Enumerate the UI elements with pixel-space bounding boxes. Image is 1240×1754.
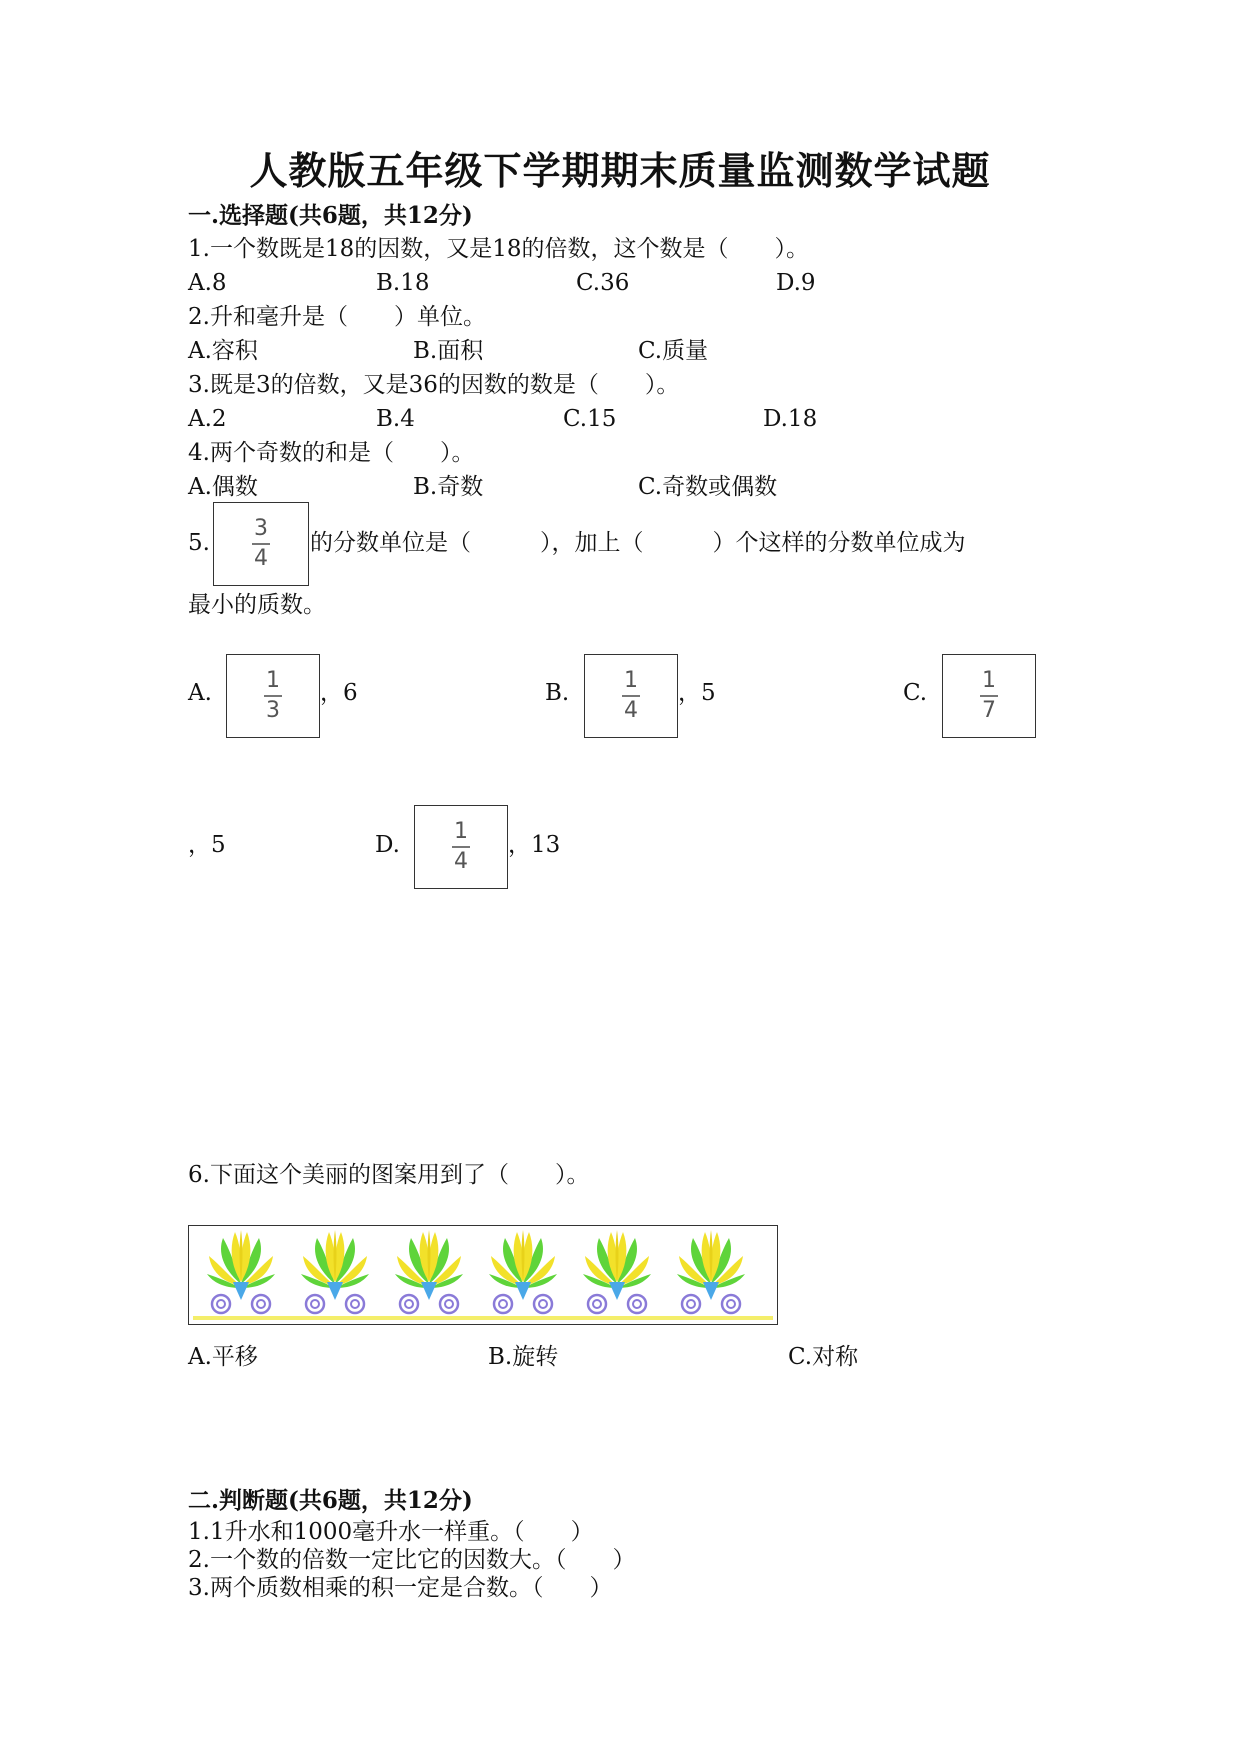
question-5-option-c-rest: ，5 xyxy=(188,832,226,858)
fraction-denominator: 7 xyxy=(982,697,996,723)
question-3-stem: 3.既是3的倍数，又是36的因数的数是（ ）。 xyxy=(188,372,680,398)
fraction-numerator: 3 xyxy=(254,516,268,542)
question-3-option-c: C.15 xyxy=(563,406,617,432)
question-6-stem: 6.下面这个美丽的图案用到了（ ）。 xyxy=(188,1162,590,1188)
question-1-option-b: B.18 xyxy=(376,270,430,296)
question-4-stem: 4.两个奇数的和是（ ）。 xyxy=(188,440,475,466)
fraction-numerator: 1 xyxy=(982,668,996,694)
question-5-option-d-label: D. xyxy=(375,832,400,858)
page-title: 人教版五年级下学期期末质量监测数学试题 xyxy=(249,148,991,193)
question-1-option-a: A.8 xyxy=(188,270,227,296)
question-5-option-a-rest: ，6 xyxy=(320,680,358,706)
pattern-svg xyxy=(189,1226,777,1324)
question-1-stem: 1.一个数既是18的因数，又是18的倍数，这个数是（ ）。 xyxy=(188,236,809,262)
judgement-question-1: 1.1升水和1000毫升水一样重。（ ） xyxy=(188,1519,594,1545)
question-2-option-b: B.面积 xyxy=(413,338,484,364)
question-5-option-c-label: C. xyxy=(903,680,928,706)
question-5-number: 5. xyxy=(188,530,210,556)
question-6-option-b: B.旋转 xyxy=(488,1344,559,1370)
border-pattern-image xyxy=(188,1225,778,1325)
question-2-stem: 2.升和毫升是（ ）单位。 xyxy=(188,304,486,330)
section-heading-choice: 一.选择题(共6题，共12分) xyxy=(188,202,473,229)
question-5-option-b-label: B. xyxy=(545,680,570,706)
question-2-option-c: C.质量 xyxy=(638,338,709,364)
fraction-three-quarters xyxy=(252,518,270,570)
fraction-denominator: 3 xyxy=(266,697,280,723)
option-a-fraction-box xyxy=(226,654,320,738)
section-heading-judgement: 二.判断题(共6题，共12分) xyxy=(188,1487,473,1514)
question-6-option-c: C.对称 xyxy=(788,1344,859,1370)
fraction-denominator: 4 xyxy=(254,545,268,571)
judgement-question-2: 2.一个数的倍数一定比它的因数大。（ ） xyxy=(188,1547,636,1573)
question-1-option-c: C.36 xyxy=(576,270,630,296)
question-5-stem-line2: 最小的质数。 xyxy=(188,592,326,618)
option-c-fraction-box xyxy=(942,654,1036,738)
question-3-option-b: B.4 xyxy=(376,406,415,432)
fraction-numerator: 1 xyxy=(266,668,280,694)
question-2-option-a: A.容积 xyxy=(188,338,258,364)
question-3-option-a: A.2 xyxy=(188,406,227,432)
question-5-stem: 的分数单位是（ ），加上（ ）个这样的分数单位成为 xyxy=(310,530,966,556)
question-6-option-a: A.平移 xyxy=(188,1344,258,1370)
question-5-option-b-rest: ，5 xyxy=(678,680,716,706)
option-d-fraction-box xyxy=(414,805,508,889)
fraction-denominator: 4 xyxy=(624,697,638,723)
question-5-fraction-box xyxy=(213,502,309,586)
question-4-option-c: C.奇数或偶数 xyxy=(638,474,778,500)
question-1-option-d: D.9 xyxy=(776,270,816,296)
question-3-option-d: D.18 xyxy=(763,406,818,432)
question-4-option-a: A.偶数 xyxy=(188,474,258,500)
fraction-denominator: 4 xyxy=(454,848,468,874)
option-b-fraction-box xyxy=(584,654,678,738)
question-5-option-d-rest: ，13 xyxy=(508,832,561,858)
fraction-numerator: 1 xyxy=(454,819,468,845)
question-5-option-a-label: A. xyxy=(188,680,212,706)
judgement-question-3: 3.两个质数相乘的积一定是合数。（ ） xyxy=(188,1575,613,1601)
question-4-option-b: B.奇数 xyxy=(413,474,484,500)
fraction-numerator: 1 xyxy=(624,668,638,694)
